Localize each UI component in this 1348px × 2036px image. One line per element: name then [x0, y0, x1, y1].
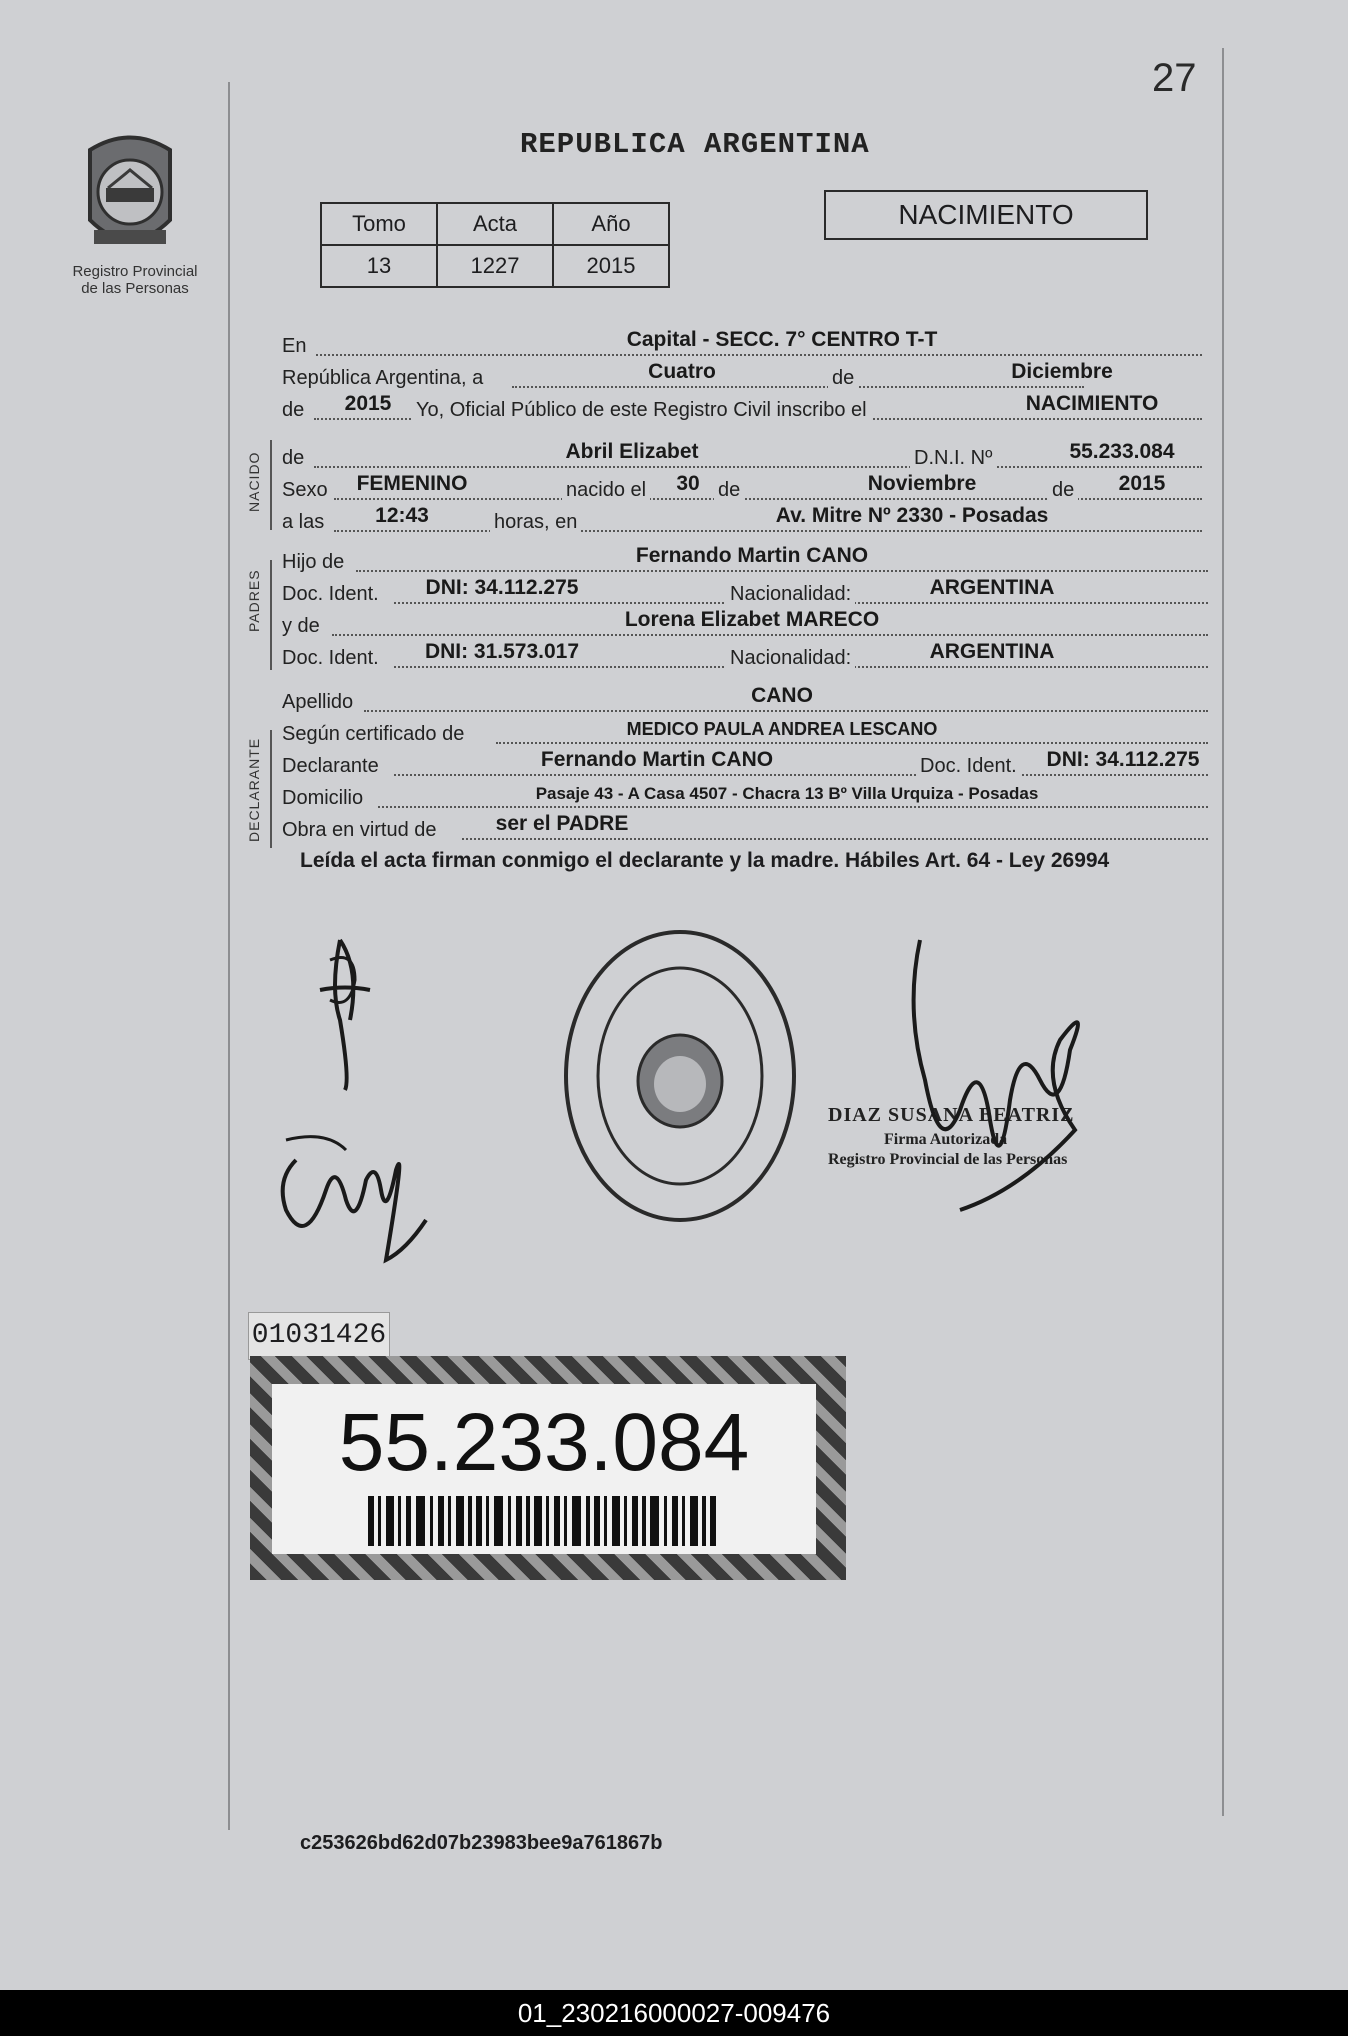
- label-declarante: Declarante: [282, 755, 379, 777]
- value-padre-doc: DNI: 34.112.275: [425, 576, 579, 599]
- official-stamp-role: Firma Autorizada: [884, 1131, 1008, 1148]
- row-padre-doc: [282, 578, 1208, 610]
- acta-header-tomo: Tomo: [321, 203, 437, 245]
- value-nacido-dia: 30: [676, 472, 700, 495]
- value-anio-registro: 2015: [344, 392, 392, 415]
- label-certificado: Según certificado de: [282, 723, 465, 745]
- acta-table: [320, 202, 670, 288]
- value-lugar-registro: Capital - SECC. 7° CENTRO T-T: [626, 328, 938, 351]
- page-number: 27: [1152, 56, 1197, 100]
- section-bracket-declarante: [270, 730, 272, 848]
- label-doc-ident: Doc. Ident.: [282, 583, 379, 605]
- registry-caption-line1: Registro Provincial: [72, 263, 198, 280]
- row-domicilio: [282, 782, 1208, 814]
- acta-table-header-row: [321, 203, 669, 245]
- signature-declarante-icon: [300, 930, 390, 1105]
- value-padre: Fernando Martin CANO: [635, 544, 869, 567]
- value-padre-nacionalidad: ARGENTINA: [929, 576, 1055, 599]
- acta-header-acta: Acta: [437, 203, 553, 245]
- registry-emblem-icon: [70, 130, 190, 265]
- label-a-las: a las: [282, 511, 325, 533]
- label-domicilio: Domicilio: [282, 787, 364, 809]
- dotted-line: [316, 354, 1202, 356]
- label-oficial-publico: Yo, Oficial Público de este Registro Civil inscribo el: [412, 399, 871, 422]
- row-sexo-nacimiento: [282, 474, 1202, 506]
- acta-value-acta: 1227: [437, 245, 553, 287]
- document-heading: REPUBLICA ARGENTINA: [520, 128, 870, 161]
- dotted-line: [364, 710, 1208, 712]
- label-dni: D.N.I. Nº: [910, 447, 996, 470]
- dotted-line: [378, 806, 1208, 808]
- dotted-line: [314, 466, 1202, 468]
- control-number: 01031426: [248, 1312, 390, 1360]
- dotted-line: [496, 742, 1208, 744]
- official-stamp-office: Registro Provincial de las Personas: [828, 1151, 1068, 1168]
- label-horas-en: horas, en: [490, 511, 581, 534]
- row-fecha-registro: [282, 362, 1202, 394]
- value-declarante: Fernando Martin CANO: [540, 748, 774, 771]
- acta-table-value-row: [321, 245, 669, 287]
- sticker-dni-number: 55.233.084: [338, 1397, 750, 1488]
- document-hash: c253626bd62d07b23983bee9a761867b: [300, 1832, 663, 1854]
- value-dni: 55.233.084: [1069, 440, 1175, 463]
- dotted-line: [394, 774, 1208, 776]
- side-label-declarante: DECLARANTE: [246, 737, 262, 842]
- label-en: En: [282, 335, 307, 357]
- row-certificado: [282, 718, 1208, 750]
- dotted-line: [462, 838, 1208, 840]
- row-declarante: [282, 750, 1208, 782]
- acta-header-anio: Año: [553, 203, 669, 245]
- side-label-nacido: NACIDO: [246, 451, 262, 512]
- dni-sticker-panel: [272, 1384, 816, 1554]
- label-nacido: nacido el: [562, 479, 650, 502]
- footer-id: 01_230216000027-009476: [517, 1998, 831, 2028]
- label-de: de: [1048, 479, 1078, 502]
- label-de: de: [828, 367, 858, 390]
- value-domicilio: Pasaje 43 - A Casa 4507 - Chacra 13 Bº Villa Urquiza - Posadas: [535, 784, 1039, 803]
- registry-caption-line2: de las Personas: [81, 280, 189, 297]
- acta-value-anio: 2015: [553, 245, 669, 287]
- side-label-padres: PADRES: [246, 569, 262, 632]
- label-de-anio: de: [282, 399, 305, 421]
- label-sexo: Sexo: [282, 479, 328, 501]
- label-de-nombre: de: [282, 447, 305, 469]
- row-padre: [282, 546, 1208, 578]
- value-nombre: Abril Elizabet: [565, 440, 699, 463]
- section-bracket-padres: [270, 560, 272, 670]
- value-declarante-doc: DNI: 34.112.275: [1046, 748, 1200, 771]
- dni-sticker: [250, 1356, 846, 1580]
- value-obra: ser el PADRE: [495, 812, 629, 835]
- barcode-icon: [368, 1496, 728, 1551]
- value-certificado: MEDICO PAULA ANDREA LESCANO: [626, 719, 938, 739]
- row-madre-doc: [282, 642, 1208, 674]
- signature-official-icon: [900, 930, 1100, 1225]
- row-madre: [282, 610, 1208, 642]
- row-nombre: [282, 442, 1202, 474]
- footer-bar: [0, 1990, 1348, 2036]
- row-obra: [282, 814, 1208, 846]
- dotted-line: [334, 530, 1202, 532]
- dotted-line: [332, 634, 1208, 636]
- label-y-de: y de: [282, 615, 320, 637]
- registry-caption: [60, 263, 210, 297]
- value-nacido-anio: 2015: [1118, 472, 1166, 495]
- value-inscripcion: NACIMIENTO: [1025, 392, 1159, 415]
- value-madre: Lorena Elizabet MARECO: [624, 608, 880, 631]
- label-republica: República Argentina, a: [282, 367, 484, 389]
- dotted-line: [356, 570, 1208, 572]
- value-mes-registro: Diciembre: [1011, 360, 1113, 383]
- page-right-edge: [1222, 48, 1224, 1816]
- value-madre-nacionalidad: ARGENTINA: [929, 640, 1055, 663]
- official-stamp-name: DIAZ SUSANA BEATRIZ: [828, 1104, 1075, 1126]
- label-de: de: [714, 479, 744, 502]
- acta-value-tomo: 13: [321, 245, 437, 287]
- official-seal-icon: [560, 926, 800, 1231]
- value-lugar-nacimiento: Av. Mitre Nº 2330 - Posadas: [775, 504, 1049, 527]
- label-doc-ident: Doc. Ident.: [282, 647, 379, 669]
- value-dia-registro: Cuatro: [648, 360, 716, 383]
- row-en: [282, 330, 1202, 362]
- page-left-edge: [228, 82, 230, 1830]
- label-nacionalidad: Nacionalidad:: [726, 583, 855, 606]
- value-apellido: CANO: [751, 684, 813, 707]
- label-nacionalidad: Nacionalidad:: [726, 647, 855, 670]
- closing-text: Leída el acta firman conmigo el declarante y la madre. Hábiles Art. 64 - Ley 26994: [300, 849, 1110, 872]
- value-sexo: FEMENINO: [356, 472, 468, 495]
- label-hijo-de: Hijo de: [282, 551, 345, 573]
- value-nacido-mes: Noviembre: [867, 472, 977, 495]
- section-bracket-nacido: [270, 440, 272, 530]
- label-obra: Obra en virtud de: [282, 819, 437, 841]
- value-hora: 12:43: [375, 504, 429, 527]
- document-type-box: NACIMIENTO: [824, 190, 1148, 240]
- row-apellido: [282, 686, 1208, 718]
- row-anio-oficial: [282, 394, 1202, 426]
- signature-madre-icon: [266, 1100, 436, 1285]
- label-apellido: Apellido: [282, 691, 354, 713]
- value-madre-doc: DNI: 31.573.017: [424, 640, 580, 663]
- label-doc-ident: Doc. Ident.: [916, 755, 1021, 778]
- row-hora-lugar: [282, 506, 1202, 538]
- dotted-line: [512, 386, 1084, 388]
